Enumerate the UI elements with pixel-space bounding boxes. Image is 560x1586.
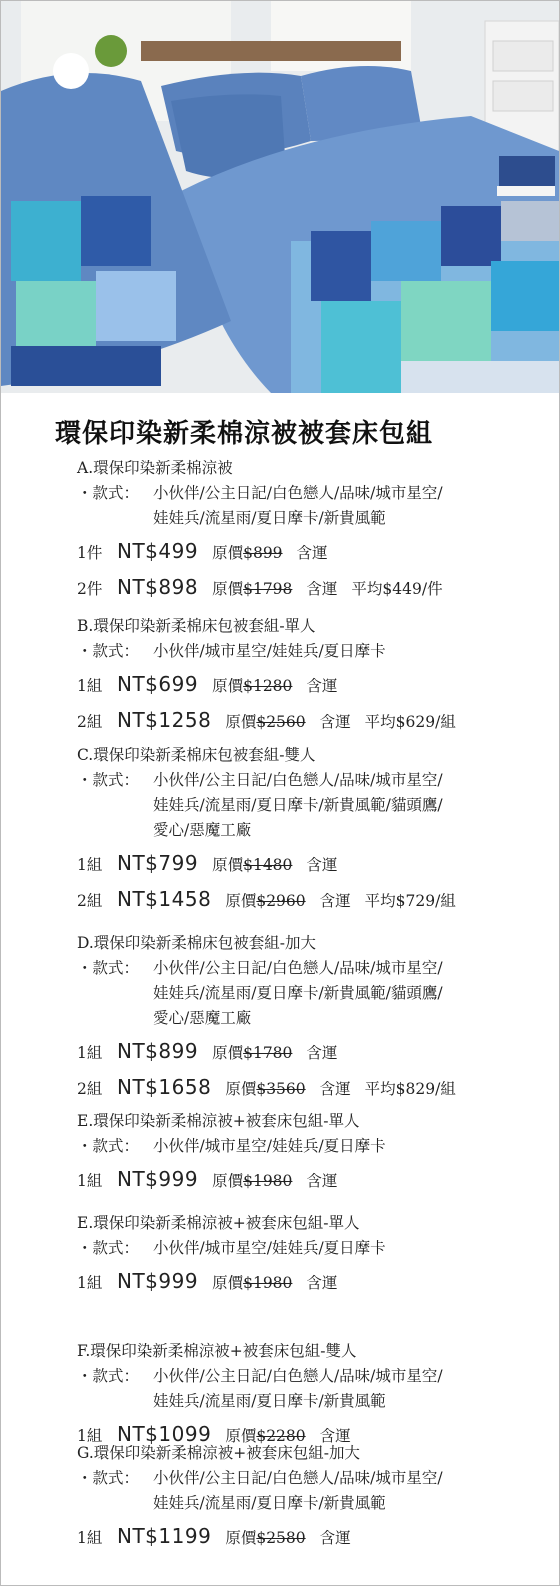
original-price: $1798: [243, 580, 293, 598]
sale-price: NT$1258: [117, 708, 212, 732]
section-heading: D.環保印染新柔棉床包被套組-加大: [77, 934, 317, 952]
price-row: [77, 571, 527, 603]
average-price: 平均$629/組: [364, 713, 456, 731]
price-row: [77, 1163, 527, 1195]
sale-price: NT$499: [117, 539, 199, 563]
sale-price: NT$799: [117, 851, 199, 875]
price-row: [77, 535, 527, 567]
shipping-included: 含運: [306, 1044, 338, 1062]
quantity: 1組: [77, 1044, 103, 1062]
section-heading: A.環保印染新柔棉涼被: [77, 459, 233, 477]
original-price: $2560: [256, 713, 306, 731]
original-price-label: 原價: [212, 677, 244, 695]
style-line: 娃娃兵/流星雨/夏日摩卡/新貴風範/貓頭鷹/: [153, 796, 443, 814]
sale-price: NT$898: [117, 575, 199, 599]
original-price-label: 原價: [225, 1427, 257, 1445]
sale-price: NT$1658: [117, 1075, 212, 1099]
style-line: 小伙伴/公主日記/白色戀人/品味/城市星空/: [153, 959, 443, 977]
product-section: [77, 1211, 527, 1297]
original-price-label: 原價: [212, 544, 244, 562]
sale-price: NT$999: [117, 1269, 199, 1293]
original-price: $1980: [243, 1274, 293, 1292]
style-options: [77, 768, 527, 843]
original-price-label: 原價: [225, 1080, 257, 1098]
style-line: 娃娃兵/流星雨/夏日摩卡/新貴風範: [153, 1392, 386, 1410]
quantity: 1件: [77, 544, 103, 562]
quantity: 1組: [77, 1427, 103, 1445]
original-price-label: 原價: [225, 713, 257, 731]
shipping-included: 含運: [306, 677, 338, 695]
shipping-included: 含運: [319, 1080, 351, 1098]
quantity: 2組: [77, 892, 103, 910]
style-line: 小伙伴/城市星空/娃娃兵/夏日摩卡: [153, 642, 386, 660]
price-row: [77, 883, 527, 915]
section-heading: E.環保印染新柔棉涼被+被套床包組-單人: [77, 1214, 360, 1232]
style-line: 小伙伴/公主日記/白色戀人/品味/城市星空/: [153, 484, 443, 502]
average-price: 平均$829/組: [364, 1080, 456, 1098]
shipping-included: 含運: [319, 892, 351, 910]
shipping-included: 含運: [296, 544, 328, 562]
style-line: 小伙伴/公主日記/白色戀人/品味/城市星空/: [153, 1469, 443, 1487]
quantity: 2件: [77, 580, 103, 598]
section-heading: B.環保印染新柔棉床包被套組-單人: [77, 617, 316, 635]
quantity: 1組: [77, 856, 103, 874]
sale-price: NT$1458: [117, 887, 212, 911]
style-options: [77, 639, 527, 664]
product-section: [77, 1339, 527, 1450]
style-label: ・款式：: [77, 1239, 140, 1257]
style-label: ・款式：: [77, 959, 140, 977]
product-section: [77, 1109, 527, 1195]
shipping-included: 含運: [306, 1274, 338, 1292]
price-row: [77, 668, 527, 700]
price-row: [77, 1035, 527, 1067]
shipping-included: 含運: [319, 713, 351, 731]
original-price: $2280: [256, 1427, 306, 1445]
style-line: 小伙伴/公主日記/白色戀人/品味/城市星空/: [153, 771, 443, 789]
product-section: [77, 743, 527, 915]
price-row: [77, 847, 527, 879]
quantity: 1組: [77, 677, 103, 695]
original-price: $2960: [256, 892, 306, 910]
section-heading: G.環保印染新柔棉涼被+被套床包組-加大: [77, 1444, 360, 1462]
page-title: 環保印染新柔棉涼被被套床包組: [55, 419, 434, 449]
style-line: 小伙伴/公主日記/白色戀人/品味/城市星空/: [153, 1367, 443, 1385]
product-section: [77, 614, 527, 736]
average-price: 平均$449/件: [351, 580, 443, 598]
style-options: [77, 481, 527, 531]
section-heading: C.環保印染新柔棉床包被套組-雙人: [77, 746, 316, 764]
original-price: $3560: [256, 1080, 306, 1098]
style-label: ・款式：: [77, 642, 140, 660]
sale-price: NT$1199: [117, 1524, 212, 1548]
original-price-label: 原價: [212, 856, 244, 874]
bedding-illustration: [1, 1, 559, 393]
original-price: $2580: [256, 1529, 306, 1547]
style-lines: [153, 1134, 386, 1159]
quantity: 2組: [77, 1080, 103, 1098]
quantity: 2組: [77, 713, 103, 731]
original-price-label: 原價: [212, 1172, 244, 1190]
style-line: 娃娃兵/流星雨/夏日摩卡/新貴風範: [153, 509, 386, 527]
sale-price: NT$1099: [117, 1422, 212, 1446]
style-lines: [153, 481, 443, 531]
style-line: 小伙伴/城市星空/娃娃兵/夏日摩卡: [153, 1239, 386, 1257]
quantity: 1組: [77, 1274, 103, 1292]
style-options: [77, 956, 527, 1031]
style-lines: [153, 768, 443, 843]
style-label: ・款式：: [77, 484, 140, 502]
original-price: $1480: [243, 856, 293, 874]
style-line: 愛心/惡魔工廠: [153, 821, 252, 839]
original-price-label: 原價: [212, 1044, 244, 1062]
shipping-included: 含運: [319, 1529, 351, 1547]
price-row: [77, 1520, 527, 1552]
sale-price: NT$999: [117, 1167, 199, 1191]
style-line: 娃娃兵/流星雨/夏日摩卡/新貴風範/貓頭鷹/: [153, 984, 443, 1002]
style-lines: [153, 1364, 443, 1414]
style-label: ・款式：: [77, 1469, 140, 1487]
quantity: 1組: [77, 1172, 103, 1190]
original-price-label: 原價: [225, 1529, 257, 1547]
bedding-photo: [1, 1, 559, 393]
original-price: $1780: [243, 1044, 293, 1062]
quantity: 1組: [77, 1529, 103, 1547]
style-line: 小伙伴/城市星空/娃娃兵/夏日摩卡: [153, 1137, 386, 1155]
original-price: $899: [243, 544, 283, 562]
original-price-label: 原價: [225, 892, 257, 910]
price-row: [77, 1265, 527, 1297]
style-options: [77, 1134, 527, 1159]
style-line: 愛心/惡魔工廠: [153, 1009, 252, 1027]
style-lines: [153, 1236, 386, 1261]
original-price: $1980: [243, 1172, 293, 1190]
price-row: [77, 1071, 527, 1103]
shipping-included: 含運: [319, 1427, 351, 1445]
style-label: ・款式：: [77, 771, 140, 789]
style-label: ・款式：: [77, 1137, 140, 1155]
sale-price: NT$899: [117, 1039, 199, 1063]
style-lines: [153, 956, 443, 1031]
style-line: 娃娃兵/流星雨/夏日摩卡/新貴風範: [153, 1494, 386, 1512]
product-section: [77, 1441, 527, 1552]
original-price: $1280: [243, 677, 293, 695]
original-price-label: 原價: [212, 1274, 244, 1292]
style-label: ・款式：: [77, 1367, 140, 1385]
shipping-included: 含運: [306, 856, 338, 874]
product-section: [77, 456, 527, 603]
shipping-included: 含運: [306, 580, 338, 598]
style-options: [77, 1364, 527, 1414]
product-section: [77, 931, 527, 1103]
section-heading: E.環保印染新柔棉涼被+被套床包組-單人: [77, 1112, 360, 1130]
style-options: [77, 1466, 527, 1516]
average-price: 平均$729/組: [364, 892, 456, 910]
style-lines: [153, 639, 386, 664]
style-options: [77, 1236, 527, 1261]
original-price-label: 原價: [212, 580, 244, 598]
sale-price: NT$699: [117, 672, 199, 696]
style-lines: [153, 1466, 443, 1516]
section-heading: F.環保印染新柔棉涼被+被套床包組-雙人: [77, 1342, 357, 1360]
price-row: [77, 704, 527, 736]
shipping-included: 含運: [306, 1172, 338, 1190]
